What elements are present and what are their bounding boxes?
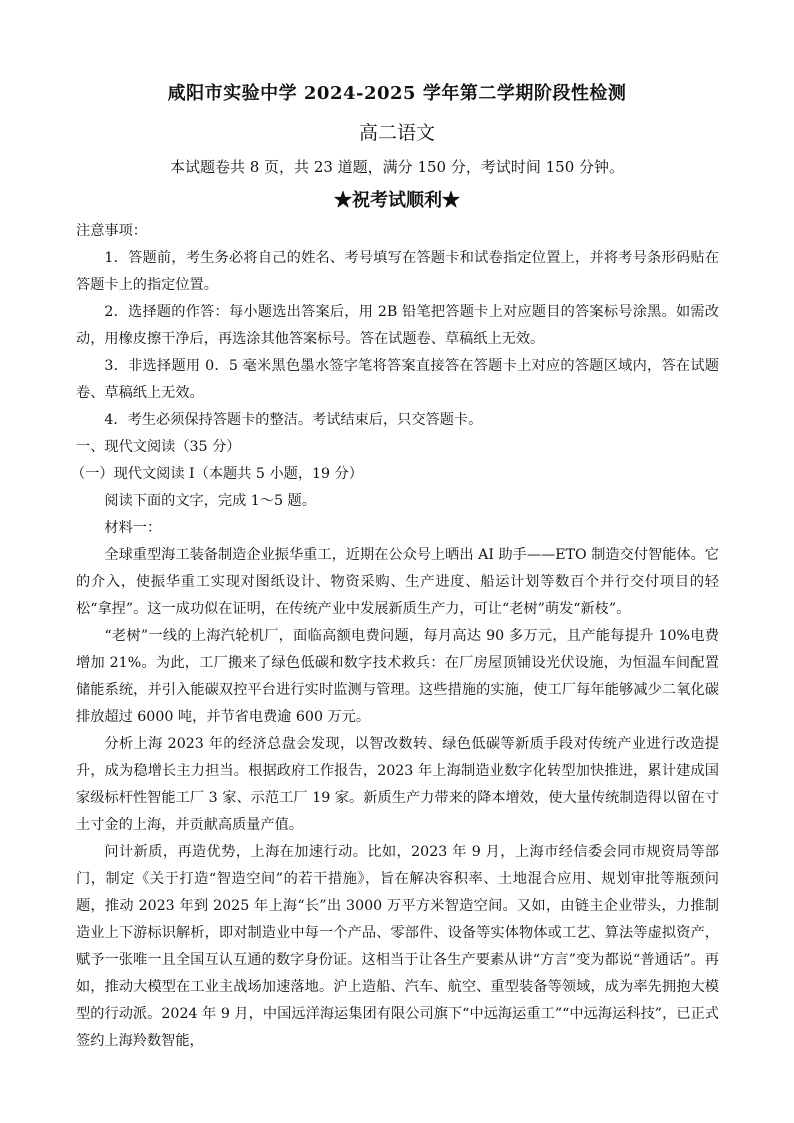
notice-item-1: 1．答题前，考生务必将自己的姓名、考号填写在答题卡和试卷指定位置上，并将考号条形码贴在答题卡上的指定位置。 [76,250,719,293]
notice-item-4: 4．考生必须保持答题卡的整洁。考试结束后，只交答题卡。 [104,412,483,428]
notice-heading: 注意事项： [76,223,147,239]
exam-meta: 本试题卷共 8 页，共 23 道题，满分 150 分，考试时间 150 分钟。 [169,158,625,176]
exam-subject: 高二语文 [358,122,435,144]
notice-item-3: 3．非选择题用 0．5 毫米黑色墨水签字笔将答案直接答在答题卡上对应的答题区域内，答在试题卷、草稿纸上无效。 [76,358,719,401]
exam-wish: ★祝考试顺利★ [334,190,460,211]
exam-body [71,218,719,1055]
sub-section-heading: （一）现代文阅读 I（本题共 5 小题，19 分） [71,466,363,482]
section-heading: 一、现代文阅读（35 分） [76,439,241,455]
material-paragraph: 分析上海 2023 年的经济总盘会发现，以智改数转、绿色低碳等新质手段对传统产业进行改造提升，成为稳增长主力担当。根据政府工作报告，2023 年上海制造业数字化转型加快推进，累计建成国家级标杆性智能工厂 3 家、示范工厂 19 家。新质生产力带来的降本增效，使大量传统制造得以留在寸土寸金的上海，并贡献高质量产值。 [76,736,719,833]
notice-item-2: 2．选择题的作答：每小题选出答案后，用 2B 铅笔把答题卡上对应题目的答案标号涂黑。如需改动，用橡皮擦干净后，再选涂其他答案标号。答在试题卷、草稿纸上无效。 [76,304,719,347]
reading-instruction: 阅读下面的文字，完成 1～5 题。 [104,493,316,509]
material-paragraph: 问计新质，再造优势，上海在加速行动。比如，2023 年 9 月，上海市经信委会同市规资局等部门，制定《关于打造“智造空间”的若干措施》，旨在解决容积率、土地混合应用、规划审批等瓶颈问题，推动 2023 年到 2025 年上海“长”出 3000 万平方米智造空间。又如，由链主企业带头，力推制造业上下游标识解析，即对制造业中每一个产品、零部件、设备等实体物体或工艺、算法等虚拟资产，赋予一张唯一且全国互认互通的数字身份证。这相当于让各生产要素从讲“方言”变为都说“普通话”。再如，推动大模型在工业主战场加速落地。沪上造船、汽车、航空、重型装备等领域，成为率先拥抱大模型的行动派。2024 年 9 月，中国远洋海运集团有限公司旗下“中远海运重工”“中远海运科技”，已正式签约上海羚数智能， [76,844,719,1049]
material-label: 材料一： [104,520,162,536]
material-paragraph: 全球重型海工装备制造企业振华重工，近期在公众号上晒出 AI 助手——ETO 制造交付智能体。它的介入，使振华重工实现对图纸设计、物资采购、生产进度、船运计划等数百个并行交付项目的轻松“拿捏”。这一成功似在证明，在传统产业中发展新质生产力，可让“老树”萌发“新枝”。 [76,547,719,617]
material-paragraph: “老树”一线的上海汽轮机厂，面临高额电费问题，每月高达 90 多万元，且产能每提升 10%电费增加 21%。为此，工厂搬来了绿色低碳和数字技术救兵：在厂房屋顶铺设光伏设施，为恒温车间配置储能系统，并引入能碳双控平台进行实时监测与管理。这些措施的实施，使工厂每年能够减少二氧化碳排放超过 6000 吨，并节省电费逾 600 万元。 [76,628,719,725]
exam-title: 咸阳市实验中学 2024-2025 学年第二学期阶段性检测 [167,83,627,104]
